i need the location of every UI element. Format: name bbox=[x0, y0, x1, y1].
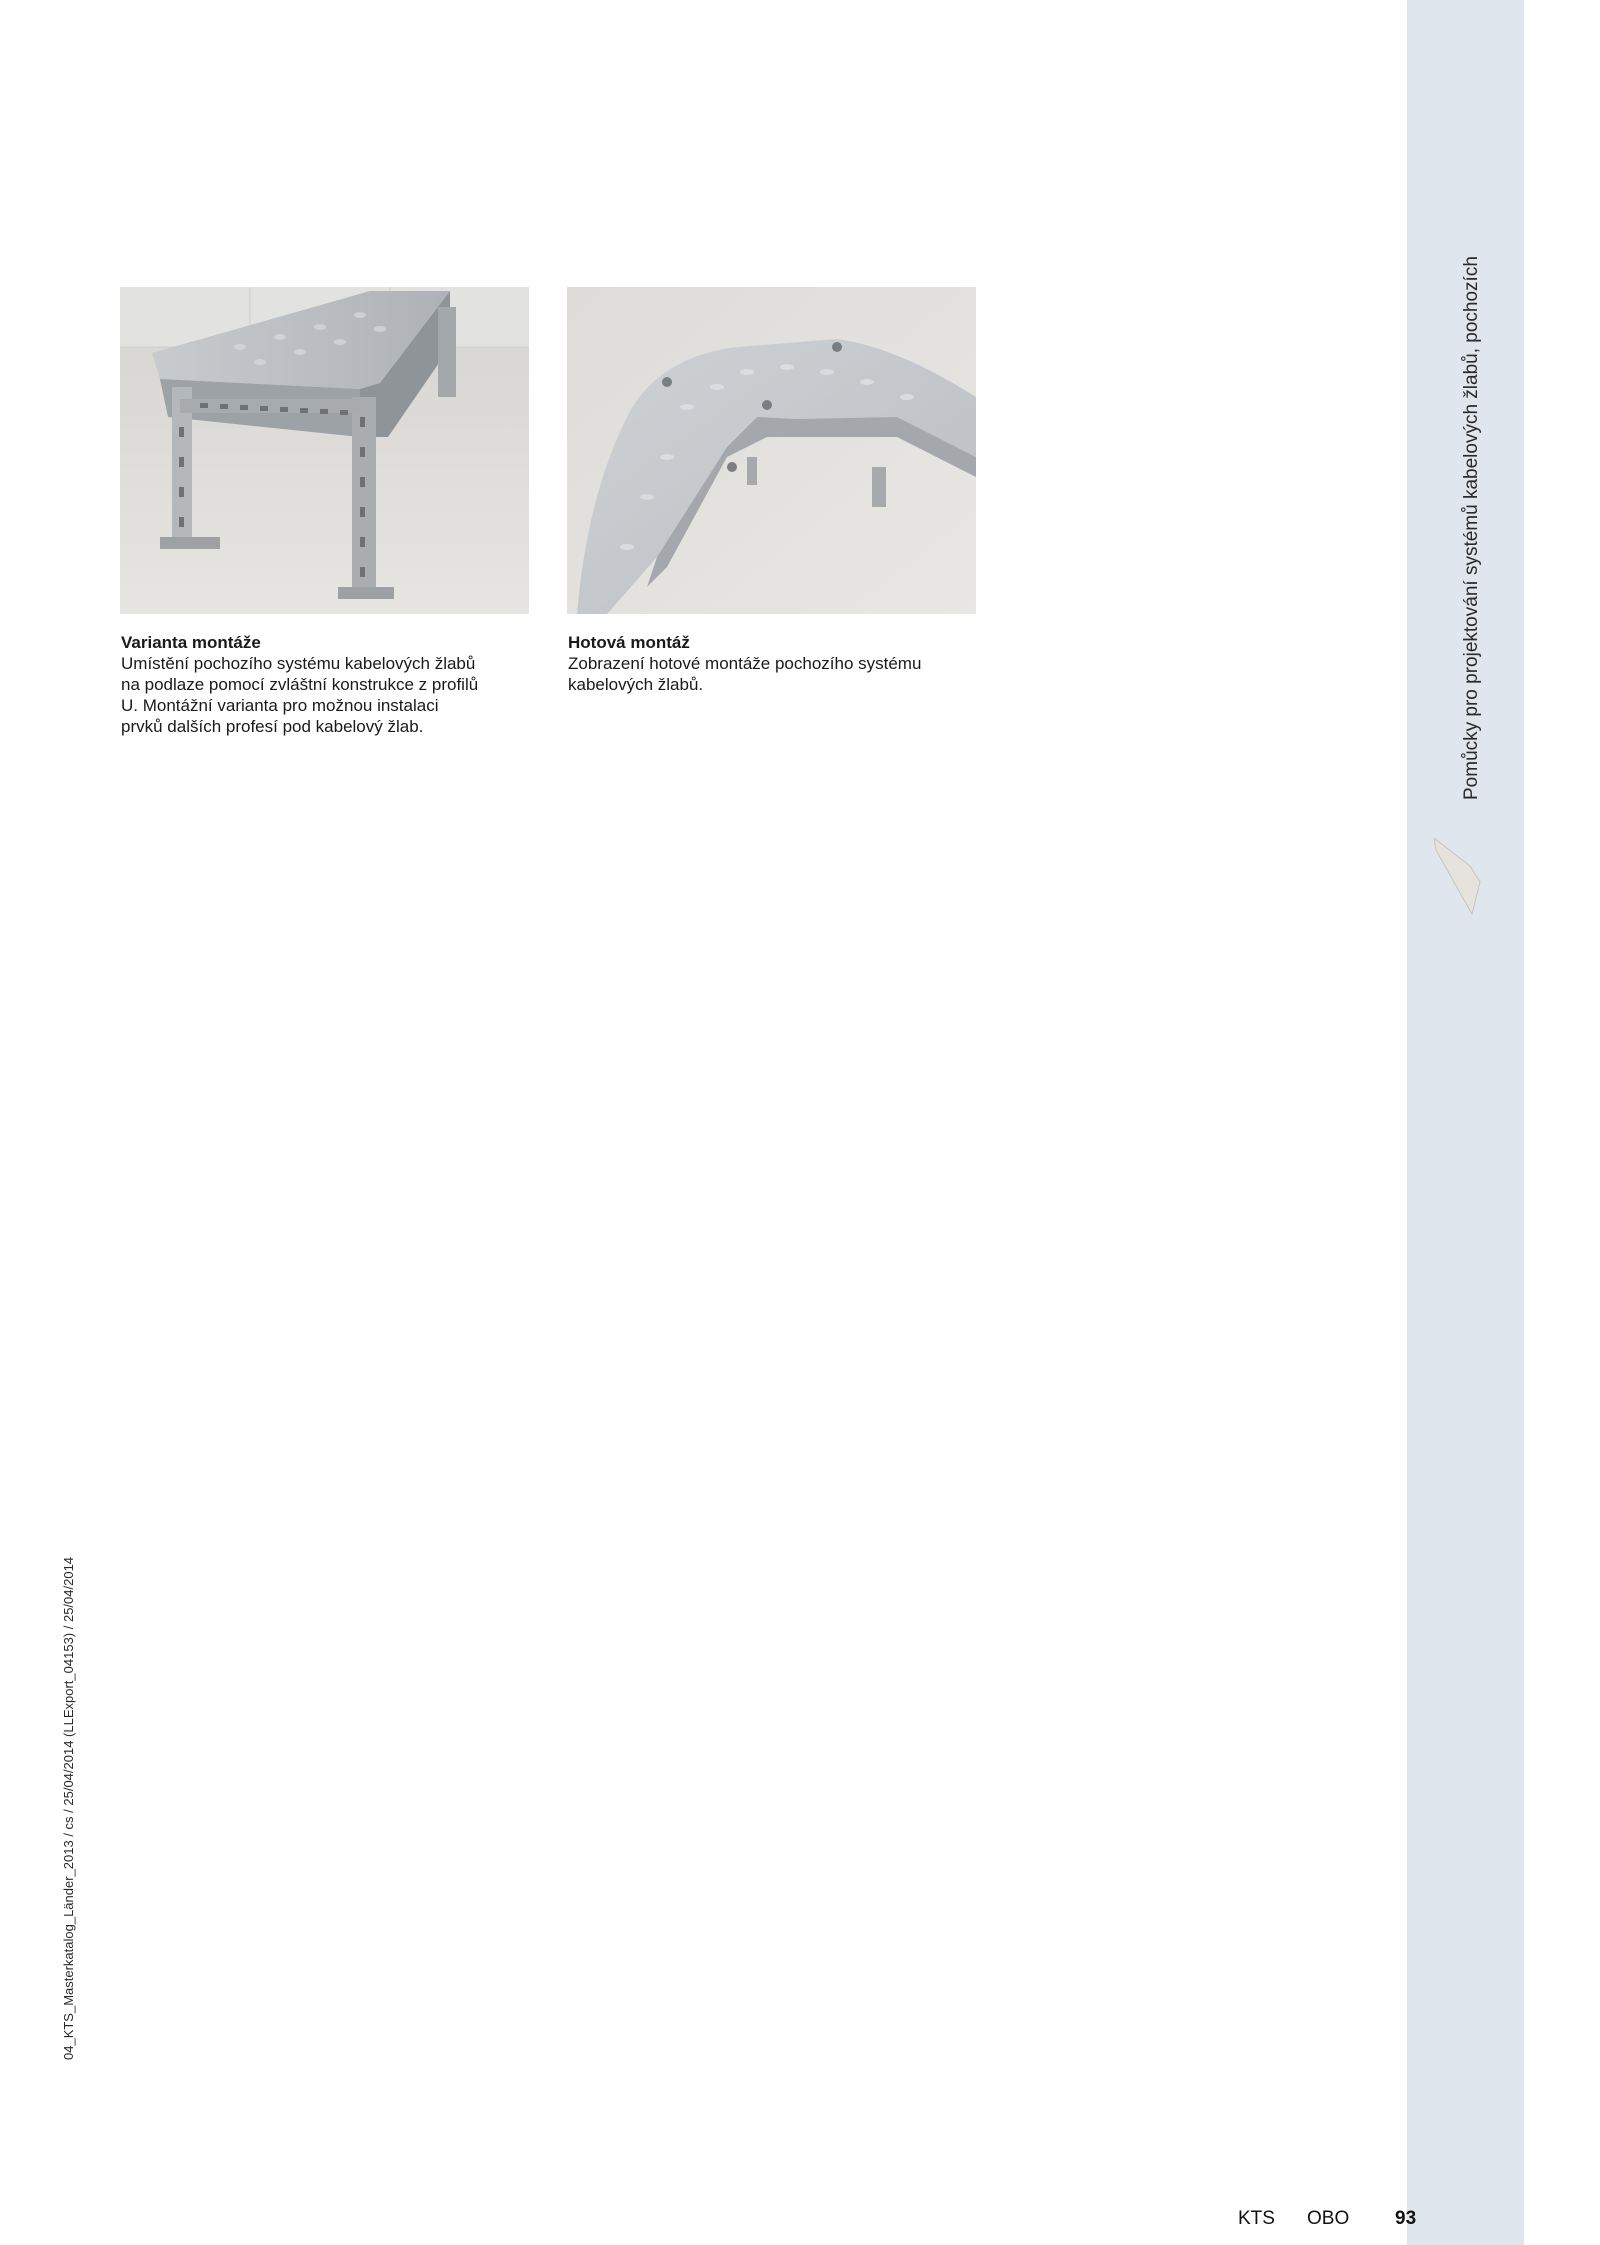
caption-line: U. Montážní varianta pro možnou instalaci bbox=[121, 696, 439, 715]
print-metadata: 04_KTS_Masterkatalog_Länder_2013 / cs / 25/04/2014 (LLExport_04153) / 25/04/2014 bbox=[61, 1556, 76, 2060]
mounting-variant-caption bbox=[121, 632, 541, 737]
finished-installation-photo bbox=[567, 287, 976, 614]
caption-title: Varianta montáže bbox=[121, 633, 261, 652]
caption-line: Umístění pochozího systému kabelových žlabů bbox=[121, 654, 476, 673]
chapter-title: Pomůcky pro projektování systémů kabelových žlabů, pochozích bbox=[1461, 256, 1482, 800]
caption-line: na podlaze pomocí zvláštní konstrukce z profilů bbox=[121, 675, 479, 694]
footer-brand: OBO bbox=[1307, 2208, 1350, 2229]
caption-line: Zobrazení hotové montáže pochozího systému bbox=[568, 654, 922, 673]
finished-installation-caption bbox=[568, 632, 988, 695]
caption-line: kabelových žlabů. bbox=[568, 675, 704, 694]
caption-line: prvků dalších profesí pod kabelový žlab. bbox=[121, 717, 424, 736]
caption-title: Hotová montáž bbox=[568, 633, 690, 652]
mounting-variant-photo bbox=[120, 287, 529, 614]
page-number: 93 bbox=[1395, 2208, 1417, 2229]
footer-section: KTS bbox=[1238, 2208, 1275, 2229]
chapter-tab-marker bbox=[1430, 838, 1490, 923]
